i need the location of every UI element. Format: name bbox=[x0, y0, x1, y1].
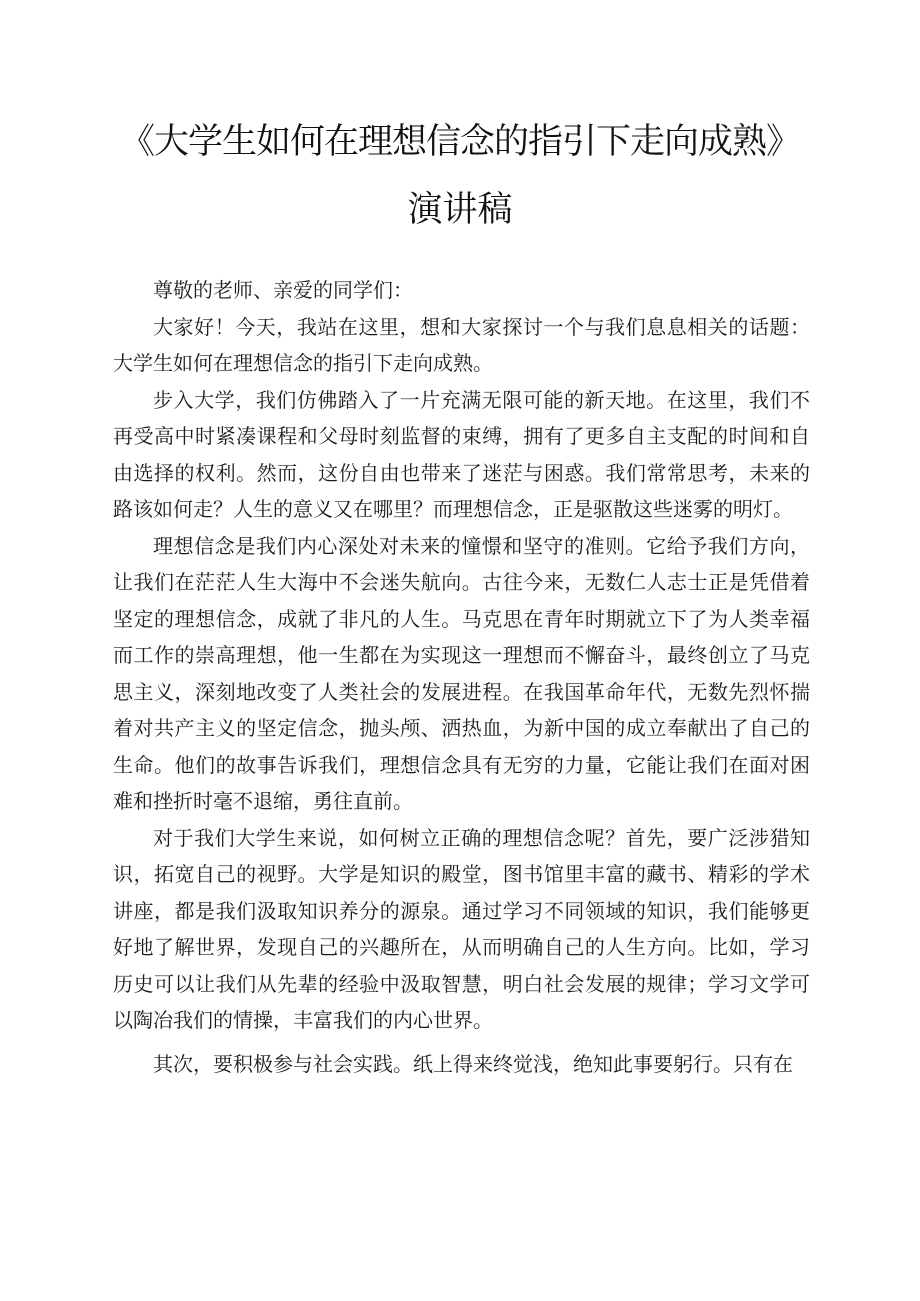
paragraph: 步入大学，我们仿佛踏入了一片充满无限可能的新天地。在这里，我们不再受高中时紧凑课程和父母时刻监督的束缚，拥有了更多自主支配的时间和自由选择的权利。然而，这份自由也带来了迷茫与困惑。我们常常思考，未来的路该如何走？人生的意义又在哪里？而理想信念，正是驱散这些迷雾的明灯。 bbox=[113, 387, 810, 521]
document-title: 《大学生如何在理想信念的指引下走向成熟》 bbox=[119, 122, 800, 162]
document-subtitle: 演讲稿 bbox=[407, 190, 513, 230]
document-body bbox=[113, 272, 810, 1082]
paragraph: 理想信念是我们内心深处对未来的憧憬和坚守的准则。它给予我们方向，让我们在茫茫人生大海中不会迷失航向。古往今来，无数仁人志士正是凭借着坚定的理想信念，成就了非凡的人生。马克思在青年时期就立下了为人类幸福而工作的崇高理想，他一生都在为实现这一理想而不懈奋斗，最终创立了马克思主义，深刻地改变了人类社会的发展进程。在我国革命年代，无数先烈怀揣着对共产主义的坚定信念，抛头颅、洒热血，为新中国的成立奉献出了自己的生命。他们的故事告诉我们，理想信念具有无穷的力量，它能让我们在面对困难和挫折时毫不退缩，勇往直前。 bbox=[113, 533, 810, 813]
paragraph: 大家好！今天，我站在这里，想和大家探讨一个与我们息息相关的话题：大学生如何在理想信念的指引下走向成熟。 bbox=[113, 314, 810, 375]
paragraph: 其次，要积极参与社会实践。纸上得来终觉浅，绝知此事要躬行。只有在 bbox=[153, 1051, 793, 1076]
paragraph: 对于我们大学生来说，如何树立正确的理想信念呢？首先，要广泛涉猎知识，拓宽自己的视野。大学是知识的殿堂，图书馆里丰富的藏书、精彩的学术讲座，都是我们汲取知识养分的源泉。通过学习不同领域的知识，我们能够更好地了解世界，发现自己的兴趣所在，从而明确自己的人生方向。比如，学习历史可以让我们从先辈的经验中汲取智慧，明白社会发展的规律；学习文学可以陶冶我们的情操，丰富我们的内心世界。 bbox=[113, 825, 810, 1032]
paragraph-greeting: 尊敬的老师、亲爱的同学们： bbox=[153, 278, 413, 302]
